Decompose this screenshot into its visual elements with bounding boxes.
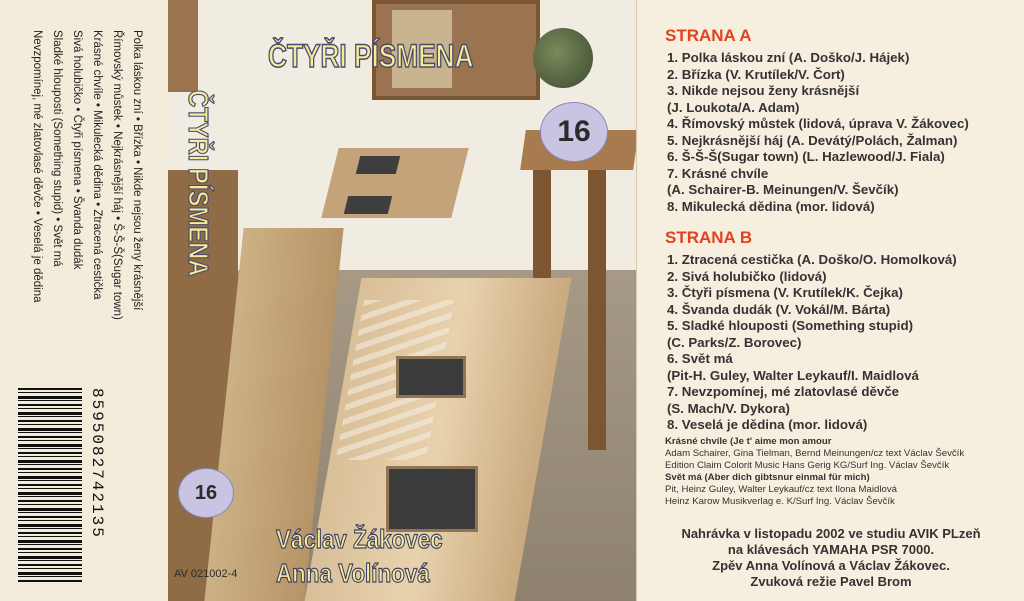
barcode-bars (18, 388, 82, 584)
front-cover (168, 0, 636, 601)
track-line: 4. Švanda dudák (V. Vokál/M. Bárta) (667, 301, 891, 317)
spine-line: Sladké hlouposti (Something stupid) • Svět má (51, 30, 63, 267)
track-line: 3. Nikde nejsou ženy krásnější (667, 83, 860, 98)
recording-note: Nahrávka v listopadu 2002 ve studiu AVIK PLzeň (681, 526, 981, 541)
volume-badge-small: 16 (178, 468, 234, 518)
track-line: 1. Ztracená cestička (A. Doško/O. Homolková) (667, 252, 957, 267)
slate-tablet (356, 156, 400, 174)
track-line: 6. Š-Š-Š(Sugar town) (L. Hazlewood/J. Fiala) (667, 149, 945, 164)
track-line: 2. Sivá holubičko (lidová) (667, 268, 827, 284)
spine-line: Krásné chvíle • Mikulecká dědina • Ztracená cestička (91, 30, 103, 300)
window-frame-left (168, 0, 198, 92)
track-line: 2. Břízka (V. Krutílek/V. Čort) (667, 66, 845, 82)
track-line: 7. Krásné chvíle (667, 165, 769, 181)
credit-line: Krásné chvíle (Je t' aime mon amour (665, 436, 832, 447)
spine-track-list (22, 30, 142, 350)
recording-note: Zvuková režie Pavel Brom (750, 574, 912, 589)
back-panel (636, 0, 1024, 601)
spine-line: Sivá holubičko • Čtyři písmena • Švanda dudák (71, 30, 83, 270)
barcode (18, 388, 128, 584)
track-line: (Pit-H. Guley, Walter Leykauf/I. Maidlová (667, 367, 919, 383)
track-line: 1. Polka láskou zní (A. Doško/J. Hájek) (667, 50, 910, 65)
album-title-vertical: ČTYŘI PÍSMENA (183, 90, 214, 277)
artist-name: Václav Žákovec (276, 524, 443, 554)
slate-tablet (386, 466, 478, 532)
recording-note: na klávesách YAMAHA PSR 7000. (727, 542, 935, 557)
credit-line: Pit, Heinz Guley, Walter Leykauf/cz text Ilona Maidlová (665, 484, 897, 495)
desk-leg (588, 170, 606, 450)
track-line: (S. Mach/V. Dykora) (667, 400, 790, 416)
track-line: 8. Veselá je dědina (mor. lidová) (667, 417, 868, 432)
credit-line: Svět má (Aber dich gibtsnur einmal für mich) (665, 472, 870, 483)
recording-note: Zpěv Anna Volínová a Václav Žákovec. (712, 558, 950, 573)
slate-tablet (344, 196, 392, 214)
barcode-digits: 8595082742135 (88, 388, 106, 539)
album-title: ČTYŘI PÍSMENA (268, 38, 474, 74)
track-line: (J. Loukota/A. Adam) (667, 99, 800, 115)
spine-line: Římovský můstek • Nejkrásnější háj • Š-Š-Š(Sugar town) (111, 30, 123, 320)
track-line: 3. Čtyři písmena (V. Krutílek/K. Čejka) (667, 285, 903, 300)
slate-tablet (396, 356, 466, 398)
spine-line: Polka láskou zní • Břízka • Nikde nejsou ženy krásnější (131, 30, 143, 311)
spine-panel (0, 0, 169, 601)
spine-line: Nevzpomínej, mé zlatovlasé děvče • Veselá je dědina (31, 30, 43, 303)
track-line: 7. Nevzpomínej, mé zlatovlasé děvče (667, 384, 900, 399)
side-b-heading: STRANA B (665, 228, 753, 247)
track-line: 6. Svět má (667, 351, 733, 366)
artist-name: Anna Volínová (276, 558, 430, 588)
track-line: (C. Parks/Z. Borovec) (667, 334, 802, 350)
track-line: (A. Schairer-B. Meinungen/V. Ševčík) (667, 182, 899, 197)
volume-badge: 16 (540, 102, 608, 162)
track-line: 4. Římovský můstek (lidová, úprava V. Žákovec) (667, 116, 969, 131)
track-line: 5. Sladké hlouposti (Something stupid) (667, 318, 913, 333)
track-line: 5. Nejkrásnější háj (A. Devátý/Polách, Žalman) (667, 132, 958, 148)
credit-line: Edition Claim Colorit Music Hans Gerig KG/Surf Ing. Václav Ševčík (665, 460, 950, 471)
track-line: 8. Mikulecká dědina (mor. lidová) (667, 198, 875, 214)
side-a-heading: STRANA A (665, 26, 752, 45)
credit-line: Adam Schairer, Gina Tielman, Bernd Meinungen/cz text Václav Ševčík (665, 448, 965, 459)
catalog-number: AV 021002-4 (174, 568, 238, 580)
credit-line: Heinz Karow Musikverlag e. K/Surf Ing. Václav Ševčík (665, 496, 895, 507)
